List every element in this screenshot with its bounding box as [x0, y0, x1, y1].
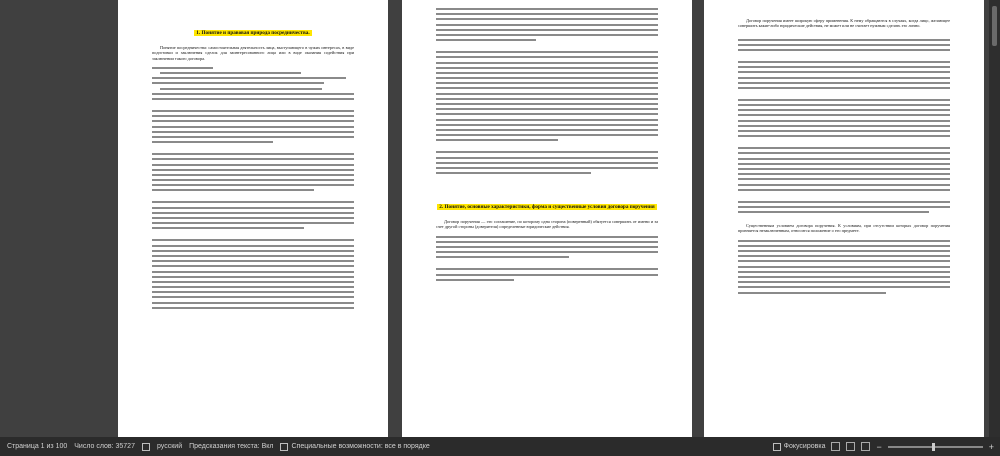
word-count[interactable]: Число слов: 35727	[74, 443, 135, 450]
document-page-2[interactable]	[402, 0, 692, 437]
page2-text-block	[436, 8, 658, 41]
scrollbar-thumb[interactable]	[992, 6, 997, 46]
page1-text-block-4	[152, 201, 354, 229]
accessibility-icon	[280, 443, 288, 451]
zoom-out-button[interactable]: −	[876, 441, 882, 452]
zoom-slider[interactable]	[888, 446, 983, 448]
accessibility-status[interactable]	[280, 443, 429, 451]
page1-intro: Понятие посредничества: самостоятельная деятельность лица, выступающего в чужих интересах, в виде подготовки и заключения сделок для заинтересованного лица или в виде оказания содействия при заключении такого договора.	[152, 45, 354, 61]
zoom-in-button[interactable]: +	[988, 441, 994, 452]
focus-mode[interactable]	[773, 443, 826, 451]
text-predictions[interactable]: Предсказания текста: Вкл	[189, 443, 274, 450]
page3-text-block-4	[738, 147, 950, 191]
status-right-group	[766, 442, 1000, 452]
web-layout-button[interactable]	[861, 442, 870, 451]
accessibility-label: Специальные возможности: все в порядке	[291, 443, 430, 450]
document-page-3[interactable]	[704, 0, 984, 437]
page2-text-block-2	[436, 51, 658, 141]
page2-text-block-3	[436, 151, 658, 174]
read-mode-button[interactable]	[831, 442, 840, 451]
page2-text-block-4	[436, 236, 658, 259]
page3-text-block-3	[738, 99, 950, 137]
focus-label: Фокусировка	[783, 443, 826, 450]
vertical-scrollbar[interactable]	[989, 0, 1000, 437]
page1-text-block-5	[152, 239, 354, 308]
print-layout-button[interactable]	[846, 442, 855, 451]
page1-text-block-3	[152, 153, 354, 191]
page2-section-para: Договор поручения — это соглашение, по которому одна сторона (поверенный) обязуется совершить от имени и за счет другой стороны (доверителя) определенные юридические действия.	[436, 219, 658, 230]
page2-section-heading: 2. Понятие, основные характеристики, форма и существенные условия договора поручения	[439, 204, 655, 211]
status-bar	[0, 437, 1000, 456]
page3-text-block-6	[738, 240, 950, 294]
page1-heading: 1. Понятие и правовая природа посредничества.	[196, 30, 310, 36]
zoom-slider-thumb[interactable]	[932, 443, 935, 451]
page-indicator[interactable]: Страница 1 из 100	[7, 443, 68, 450]
spellcheck-icon	[142, 443, 150, 451]
page3-text-block-5	[738, 201, 950, 213]
page3-bold-para: Существенным условием договора поручения. К условиям, при отсутствии которых договор поручения признается незаключенным, относится положение о его предмете.	[738, 223, 950, 234]
focus-icon	[773, 443, 781, 451]
spellcheck-status[interactable]	[142, 443, 150, 451]
page1-text-block-2	[152, 110, 354, 143]
language-indicator[interactable]: русский	[156, 443, 183, 450]
page3-text-block	[738, 39, 950, 51]
page2-text-block-5	[436, 268, 658, 280]
page3-text-block-2	[738, 61, 950, 89]
page3-para-1: Договор поручения имеет широкую сферу применения. К нему обращаются в случаях, когда лицо, желающее совершить какие-либо юридические действия, не может или не считает нужным сделать это лично.	[738, 18, 950, 29]
page1-text-block	[152, 67, 354, 100]
document-page-1[interactable]	[118, 0, 388, 437]
